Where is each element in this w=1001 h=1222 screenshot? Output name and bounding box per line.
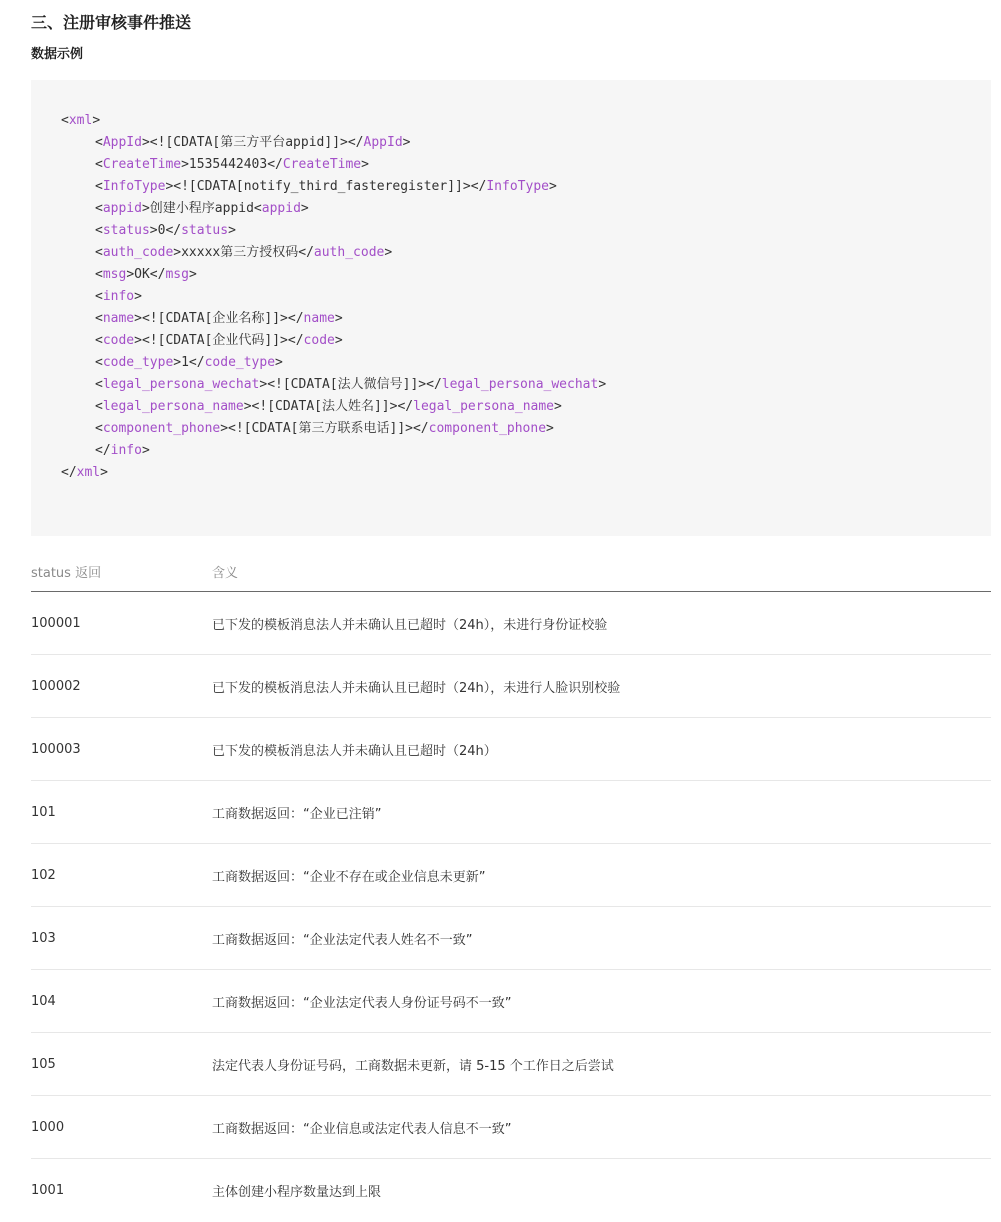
code-text: < — [95, 289, 103, 304]
code-line — [61, 242, 991, 264]
status-code-cell: 100001 — [31, 615, 81, 631]
table-body — [31, 592, 991, 1222]
code-text: < — [95, 377, 103, 392]
code-text: < — [61, 113, 69, 128]
status-code-cell: 101 — [31, 804, 56, 820]
meaning-cell: 法定代表人身份证号码，工商数据未更新，请 5-15 个工作日之后尝试 — [212, 1058, 614, 1074]
xml-tag-name: AppId — [102, 135, 142, 150]
code-text: < — [95, 245, 103, 260]
xml-tag-name: code — [303, 333, 335, 348]
table-row — [31, 718, 991, 781]
code-text: > — [402, 135, 411, 150]
xml-tag-name: name — [102, 311, 135, 326]
code-text: >0</ — [149, 223, 182, 238]
table-header — [31, 551, 991, 592]
code-text: >OK</ — [126, 267, 166, 282]
xml-tag-name: status — [181, 223, 229, 238]
code-text: < — [95, 223, 103, 238]
code-text: < — [95, 421, 103, 436]
code-text: < — [95, 267, 103, 282]
code-line — [61, 418, 991, 440]
xml-tag-name: xml — [76, 465, 101, 480]
xml-tag-name: CreateTime — [282, 157, 362, 172]
header-status: status 返回 — [31, 565, 102, 581]
xml-tag-name: InfoType — [102, 179, 166, 194]
xml-tag-name: code_type — [102, 355, 174, 370]
code-text: > — [141, 443, 150, 458]
code-line — [61, 286, 991, 308]
table-row — [31, 1096, 991, 1159]
code-text: < — [95, 157, 103, 172]
code-text: </ — [61, 465, 77, 480]
code-text: ><![CDATA[第三方联系电话]]></ — [220, 421, 429, 436]
xml-tag-name: msg — [165, 267, 189, 282]
code-text: ><![CDATA[企业名称]]></ — [134, 311, 304, 326]
meaning-cell: 工商数据返回：“企业法定代表人身份证号码不一致” — [212, 995, 512, 1011]
section-title: 三、注册审核事件推送 — [31, 13, 192, 32]
xml-tag-name: AppId — [363, 135, 403, 150]
code-text: ><![CDATA[法人微信号]]></ — [259, 377, 442, 392]
code-line — [61, 308, 991, 330]
xml-tag-name: auth_code — [313, 245, 385, 260]
xml-tag-name: legal_persona_name — [413, 399, 555, 414]
status-code-cell: 102 — [31, 867, 56, 883]
xml-tag-name: info — [102, 289, 135, 304]
code-line — [61, 154, 991, 176]
xml-tag-name: legal_persona_wechat — [102, 377, 260, 392]
table-row — [31, 655, 991, 718]
xml-tag-name: code — [102, 333, 135, 348]
table-row — [31, 781, 991, 844]
status-code-cell: 1001 — [31, 1183, 65, 1198]
xml-tag-name: appid — [102, 201, 142, 216]
meaning-cell: 工商数据返回：“企业已注销” — [212, 806, 382, 822]
status-table — [31, 551, 991, 1222]
code-text: > — [100, 465, 108, 480]
meaning-cell: 主体创建小程序数量达到上限 — [212, 1185, 382, 1200]
xml-tag-name: xml — [68, 113, 93, 128]
code-text: > — [546, 421, 554, 436]
code-text: < — [95, 333, 103, 348]
table-row — [31, 1033, 991, 1096]
code-text: ><![CDATA[企业代码]]></ — [134, 333, 304, 348]
code-line — [61, 132, 991, 154]
code-text: > — [361, 157, 369, 172]
code-text: > — [228, 223, 236, 238]
xml-tag-name: info — [110, 443, 142, 458]
code-text: > — [275, 355, 283, 370]
status-code-cell: 100003 — [31, 741, 81, 757]
code-text: ><![CDATA[第三方平台appid]]></ — [141, 135, 364, 150]
table-row — [31, 844, 991, 907]
meaning-cell: 工商数据返回：“企业法定代表人姓名不一致” — [212, 932, 473, 948]
table-row — [31, 970, 991, 1033]
header-meaning: 含义 — [212, 565, 239, 581]
xml-code-block — [31, 80, 991, 536]
code-text: < — [95, 135, 103, 150]
xml-tag-name: status — [102, 223, 150, 238]
code-line — [61, 110, 991, 132]
xml-tag-name: appid — [261, 201, 301, 216]
xml-tag-name: component_phone — [102, 421, 221, 436]
xml-tag-name: InfoType — [486, 179, 549, 194]
code-text: < — [95, 355, 103, 370]
code-text: >1535442403</ — [181, 157, 283, 172]
status-code-cell: 100002 — [31, 678, 81, 694]
xml-tag-name: code_type — [204, 355, 276, 370]
code-text: ><![CDATA[notify_third_fasteregister]]></ — [165, 179, 487, 194]
status-code-cell: 103 — [31, 930, 56, 946]
xml-tag-name: auth_code — [102, 245, 174, 260]
code-text: < — [95, 311, 103, 326]
code-line — [61, 374, 991, 396]
xml-tag-name: component_phone — [428, 421, 547, 436]
code-text: > — [548, 179, 557, 194]
xml-tag-name: legal_persona_name — [102, 399, 244, 414]
code-text: > — [334, 333, 343, 348]
code-line — [61, 396, 991, 418]
code-text: >1</ — [173, 355, 205, 370]
code-line — [61, 198, 991, 220]
code-line — [61, 220, 991, 242]
meaning-cell: 已下发的模板消息法人并未确认且已超时（24h） — [212, 743, 497, 759]
code-text: < — [95, 201, 103, 216]
status-code-cell: 1000 — [31, 1119, 65, 1135]
code-line — [61, 176, 991, 198]
code-text: > — [92, 113, 101, 128]
code-text: ><![CDATA[法人姓名]]></ — [243, 399, 414, 414]
meaning-cell: 已下发的模板消息法人并未确认且已超时（24h），未进行人脸识别校验 — [212, 680, 621, 696]
code-line — [61, 264, 991, 286]
meaning-cell: 工商数据返回：“企业不存在或企业信息未更新” — [212, 869, 486, 885]
table-row — [31, 1159, 991, 1222]
code-text: >xxxxx第三方授权码</ — [173, 245, 314, 260]
xml-tag-name: name — [303, 311, 335, 326]
code-text: >创建小程序appid< — [141, 201, 262, 216]
xml-tag-name: legal_persona_wechat — [441, 377, 599, 392]
code-line — [61, 330, 991, 352]
code-text: < — [95, 399, 103, 414]
code-text: > — [598, 377, 607, 392]
xml-tag-name: msg — [102, 267, 127, 282]
code-text: > — [554, 399, 562, 414]
table-row — [31, 592, 991, 655]
code-text: < — [95, 179, 103, 194]
xml-tag-name: CreateTime — [102, 157, 182, 172]
meaning-cell: 已下发的模板消息法人并未确认且已超时（24h），未进行身份证校验 — [212, 617, 608, 633]
code-text: </ — [95, 443, 111, 458]
code-text: > — [300, 201, 309, 216]
status-code-cell: 105 — [31, 1056, 56, 1072]
status-code-cell: 104 — [31, 993, 56, 1009]
code-line — [61, 462, 991, 484]
table-row — [31, 907, 991, 970]
meaning-cell: 工商数据返回：“企业信息或法定代表人信息不一致” — [212, 1121, 512, 1137]
code-line — [61, 352, 991, 374]
code-text: > — [334, 311, 343, 326]
code-text: > — [188, 267, 197, 282]
code-line — [61, 440, 991, 462]
code-text: > — [134, 289, 142, 304]
code-text: > — [384, 245, 393, 260]
example-label: 数据示例 — [31, 47, 84, 62]
